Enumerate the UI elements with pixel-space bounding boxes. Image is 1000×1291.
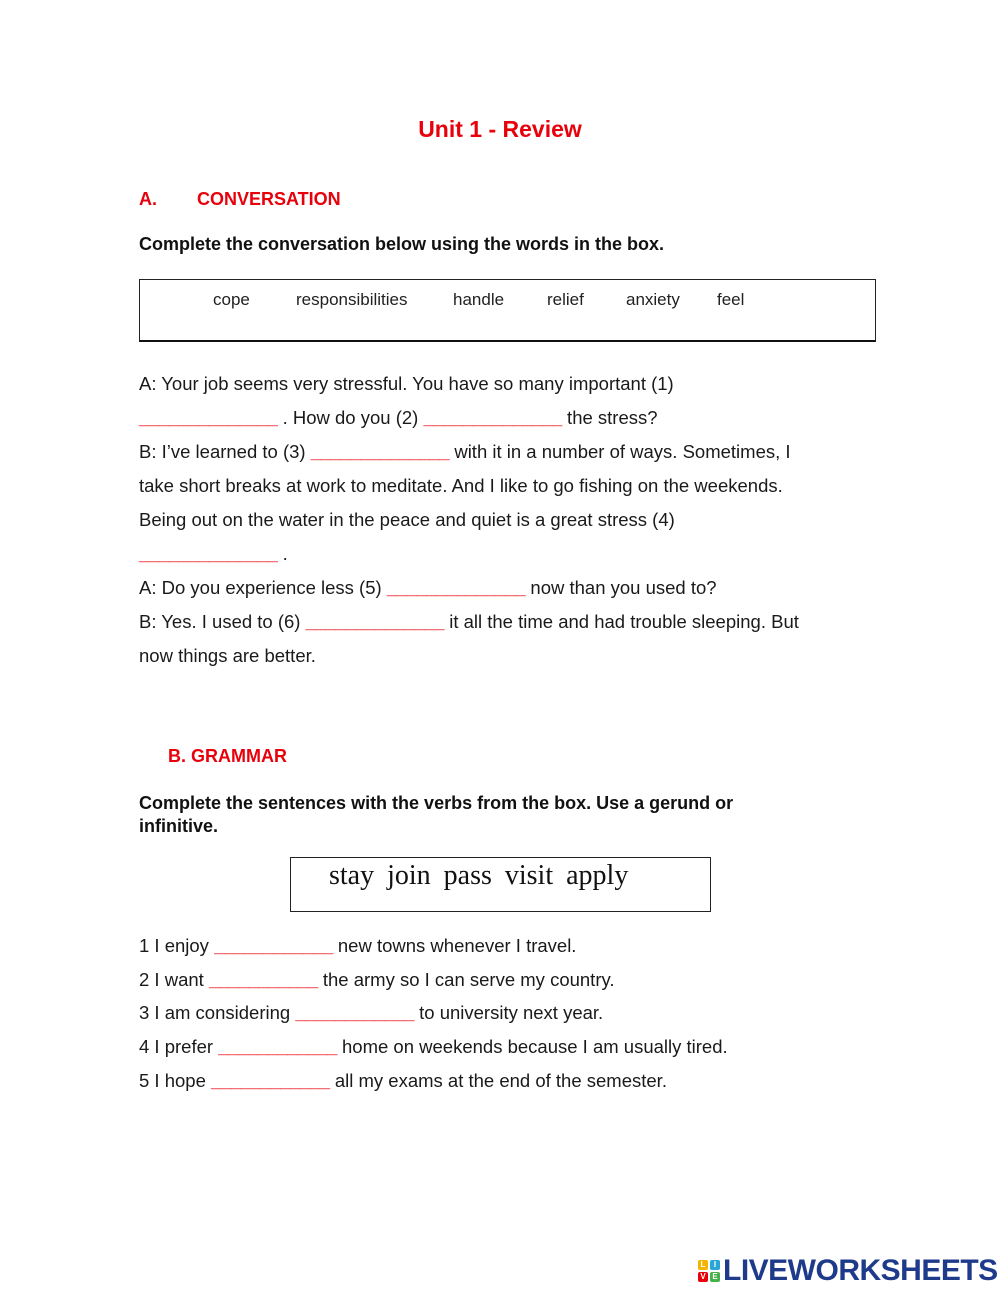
- word-box-item: anxiety: [626, 290, 680, 309]
- verb-box-words: stay join pass visit apply: [329, 860, 629, 891]
- logo-tiles-icon: L I V E: [698, 1260, 720, 1282]
- answer-blank-3[interactable]: ______________: [310, 441, 450, 462]
- conversation-line: A: Your job seems very stressful. You have so many important (1): [139, 373, 674, 394]
- grammar-sentence: 1 I enjoy ____________ new towns whenever I travel.: [139, 935, 577, 956]
- section-a-title: CONVERSATION: [197, 189, 341, 209]
- section-b-instruction: Complete the sentences with the verbs from the box. Use a gerund or infinitive.: [139, 793, 734, 836]
- word-box-item: cope: [213, 290, 250, 309]
- word-box-item: responsibilities: [296, 290, 408, 309]
- conversation-line: ______________ .: [139, 543, 288, 564]
- grammar-sentence: 3 I am considering ____________ to university next year.: [139, 1002, 604, 1024]
- section-b-heading: B. GRAMMAR: [168, 746, 287, 766]
- conversation-line: ______________ . How do you (2) ______________ the stress?: [139, 407, 658, 428]
- grammar-blank-1[interactable]: ____________: [214, 935, 333, 956]
- grammar-blank-3[interactable]: ____________: [295, 1002, 414, 1024]
- conversation-line: B: Yes. I used to (6) ______________ it all the time and had trouble sleeping. But: [139, 611, 799, 632]
- page-title: Unit 1 - Review: [418, 116, 582, 142]
- answer-blank-4[interactable]: ______________: [139, 543, 278, 564]
- grammar-sentence: 2 I want ___________ the army so I can serve my country.: [139, 968, 615, 990]
- answer-blank-5[interactable]: ______________: [386, 577, 526, 598]
- answer-blank-2[interactable]: ______________: [423, 407, 562, 428]
- liveworksheets-logo: [698, 1254, 998, 1286]
- conversation-line: Being out on the water in the peace and quiet is a great stress (4): [139, 509, 675, 530]
- grammar-sentence: 5 I hope ____________ all my exams at the end of the semester.: [139, 1069, 667, 1091]
- verb-box: [290, 857, 711, 912]
- answer-blank-1[interactable]: ______________: [139, 407, 278, 428]
- word-box: [139, 279, 876, 342]
- grammar-blank-5[interactable]: ____________: [211, 1069, 330, 1091]
- conversation-line: take short breaks at work to meditate. And I like to go fishing on the weekends.: [139, 475, 783, 496]
- answer-blank-6[interactable]: ______________: [305, 611, 445, 632]
- section-a-instruction: Complete the conversation below using the words in the box.: [139, 234, 665, 254]
- conversation-line: now things are better.: [139, 645, 316, 666]
- grammar-sentence: 4 I prefer ____________ home on weekends because I am usually tired.: [139, 1036, 728, 1058]
- section-a-heading: [139, 189, 341, 210]
- word-box-item: feel: [717, 290, 745, 309]
- word-box-item: relief: [547, 290, 584, 309]
- grammar-sentences: [139, 929, 728, 1098]
- word-box-item: handle: [453, 290, 505, 309]
- conversation: [139, 367, 879, 673]
- grammar-blank-2[interactable]: ___________: [208, 968, 318, 990]
- grammar-blank-4[interactable]: ____________: [218, 1036, 337, 1058]
- logo-text: LIVEWORKSHEETS: [723, 1254, 998, 1287]
- conversation-line: B: I’ve learned to (3) ______________ with it in a number of ways. Sometimes, I: [139, 441, 791, 462]
- section-a-letter: A.: [139, 189, 157, 209]
- conversation-line: A: Do you experience less (5) ______________ now than you used to?: [139, 577, 717, 598]
